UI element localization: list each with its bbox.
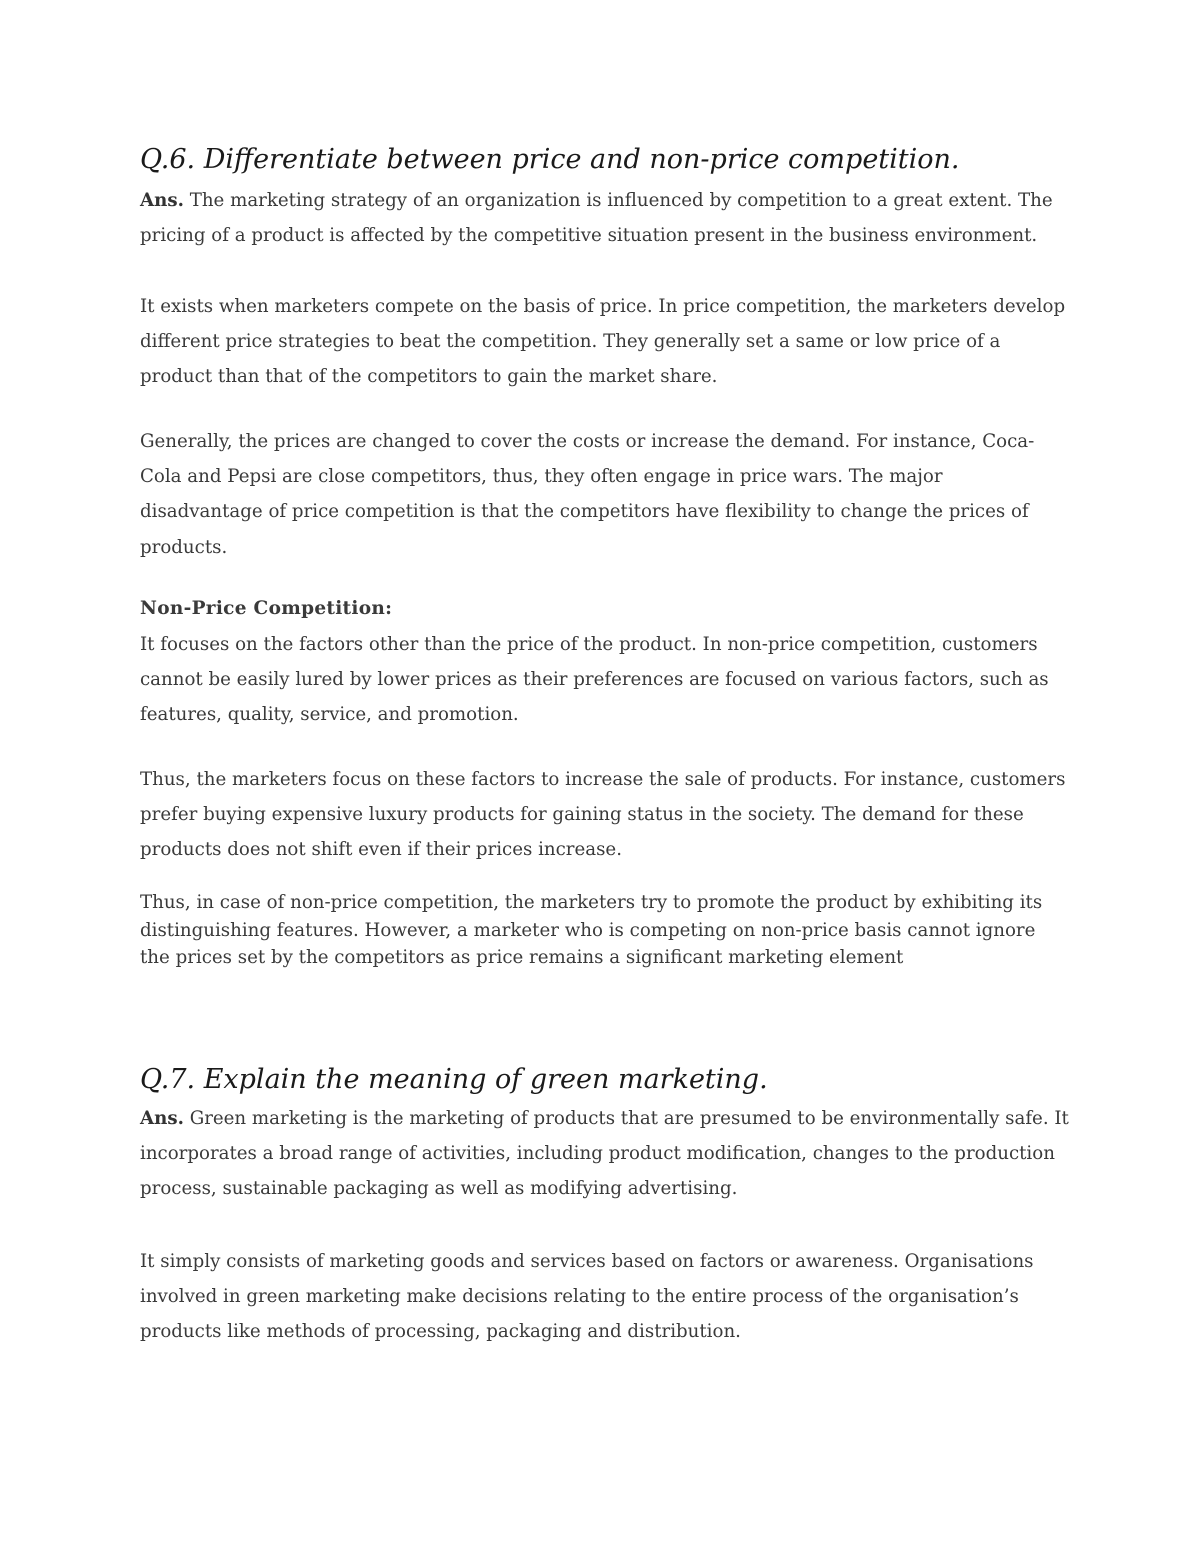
non-price-competition-paragraph-1: It focuses on the factors other than the price of the product. In non-price competition, customers cannot be easily lured by lower prices as their preferences are focused on various factors, such as features, quality, service, and promotion.	[140, 634, 1049, 726]
question-7-answer	[140, 1101, 1070, 1207]
green-marketing-paragraph: It simply consists of marketing goods and services based on factors or awareness. Organisations involved in green marketing make decisions relating to the entire process of the organisation’s products like methods of processing, packaging and distribution.	[140, 1251, 1034, 1343]
answer-label: Ans.	[140, 1108, 184, 1129]
non-price-competition-heading: Non-Price Competition:	[140, 598, 393, 619]
question-6-heading: Q.6. Differentiate between price and non-price competition.	[140, 144, 960, 175]
question-6-answer	[140, 183, 1070, 253]
non-price-competition-paragraph-3: Thus, in case of non-price competition, the marketers try to promote the product by exhibiting its distinguishing features. However, a marketer who is competing on non-price basis cannot ignore the prices set by the competitors as price remains a significant marketing element	[140, 892, 1043, 968]
non-price-competition-paragraph-2: Thus, the marketers focus on these factors to increase the sale of products. For instance, customers prefer buying expensive luxury products for gaining status in the society. The demand for these products does not shift even if their prices increase.	[140, 769, 1066, 861]
question-7-heading: Q.7. Explain the meaning of green marketing.	[140, 1064, 768, 1095]
answer-text: Green marketing is the marketing of products that are presumed to be environmentally safe. It incorporates a broad range of activities, including product modification, changes to the production process, sustainable packaging as well as modifying advertising.	[140, 1108, 1069, 1200]
answer-text: The marketing strategy of an organization is influenced by competition to a great extent. The pricing of a product is affected by the competitive situation present in the business environment.	[140, 190, 1053, 247]
answer-label: Ans.	[140, 190, 184, 211]
price-competition-paragraph-1: It exists when marketers compete on the basis of price. In price competition, the marketers develop different price strategies to beat the competition. They generally set a same or low price of a product than that of the competitors to gain the market share.	[140, 296, 1066, 388]
price-competition-paragraph-2: Generally, the prices are changed to cover the costs or increase the demand. For instance, Coca-Cola and Pepsi are close competitors, thus, they often engage in price wars. The major disadvantage of price competition is that the competitors have flexibility to change the prices of products.	[140, 431, 1035, 558]
